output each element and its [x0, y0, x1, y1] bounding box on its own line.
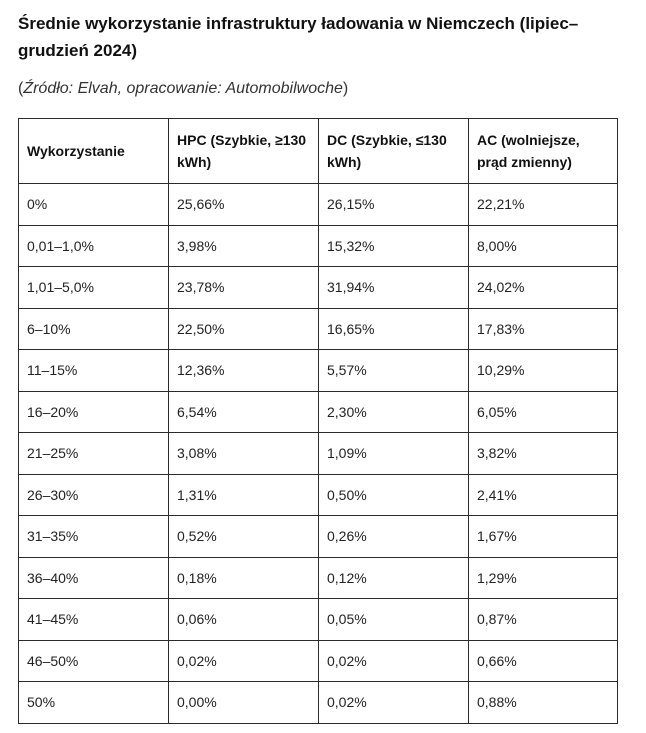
table-title: Średnie wykorzystanie infrastruktury ładowania w Niemczech (lipiec–grudzień 2024)	[18, 14, 579, 60]
cell-hpc: 12,36%	[169, 350, 319, 392]
cell-dc: 1,09%	[319, 433, 469, 475]
cell-dc: 31,94%	[319, 267, 469, 309]
cell-utilization: 50%	[19, 682, 169, 724]
cell-dc: 0,50%	[319, 474, 469, 516]
cell-hpc: 25,66%	[169, 184, 319, 226]
cell-hpc: 0,00%	[169, 682, 319, 724]
header-hpc: HPC (Szybkie, ≥130 kWh)	[169, 119, 319, 184]
table-row	[19, 599, 618, 641]
cell-dc: 0,12%	[319, 557, 469, 599]
cell-ac: 0,88%	[469, 682, 618, 724]
article-section	[0, 0, 646, 102]
cell-dc: 0,02%	[319, 640, 469, 682]
cell-hpc: 1,31%	[169, 474, 319, 516]
cell-ac: 10,29%	[469, 350, 618, 392]
cell-utilization: 11–15%	[19, 350, 169, 392]
cell-hpc: 6,54%	[169, 391, 319, 433]
cell-dc: 0,05%	[319, 599, 469, 641]
table-row	[19, 474, 618, 516]
cell-ac: 17,83%	[469, 308, 618, 350]
cell-hpc: 0,52%	[169, 516, 319, 558]
cell-ac: 1,67%	[469, 516, 618, 558]
cell-ac: 24,02%	[469, 267, 618, 309]
source-text: Źródło: Elvah, opracowanie: Automobilwoche	[23, 80, 343, 97]
cell-hpc: 0,06%	[169, 599, 319, 641]
cell-hpc: 22,50%	[169, 308, 319, 350]
cell-dc: 5,57%	[319, 350, 469, 392]
cell-ac: 2,41%	[469, 474, 618, 516]
table-row	[19, 640, 618, 682]
cell-utilization: 21–25%	[19, 433, 169, 475]
cell-ac: 0,66%	[469, 640, 618, 682]
cell-dc: 26,15%	[319, 184, 469, 226]
cell-hpc: 3,98%	[169, 225, 319, 267]
table-row	[19, 516, 618, 558]
cell-dc: 15,32%	[319, 225, 469, 267]
cell-utilization: 0,01–1,0%	[19, 225, 169, 267]
cell-hpc: 3,08%	[169, 433, 319, 475]
table-row	[19, 682, 618, 724]
cell-dc: 0,26%	[319, 516, 469, 558]
table-row	[19, 184, 618, 226]
cell-hpc: 23,78%	[169, 267, 319, 309]
cell-utilization: 0%	[19, 184, 169, 226]
cell-utilization: 16–20%	[19, 391, 169, 433]
source-note	[18, 78, 646, 102]
table-row	[19, 557, 618, 599]
cell-ac: 6,05%	[469, 391, 618, 433]
cell-dc: 0,02%	[319, 682, 469, 724]
cell-ac: 22,21%	[469, 184, 618, 226]
cell-dc: 2,30%	[319, 391, 469, 433]
cell-utilization: 36–40%	[19, 557, 169, 599]
cell-utilization: 41–45%	[19, 599, 169, 641]
header-ac: AC (wolniejsze, prąd zmienny)	[469, 119, 618, 184]
table-row	[19, 225, 618, 267]
cell-utilization: 26–30%	[19, 474, 169, 516]
cell-ac: 3,82%	[469, 433, 618, 475]
cell-hpc: 0,02%	[169, 640, 319, 682]
cell-utilization: 1,01–5,0%	[19, 267, 169, 309]
table-row	[19, 391, 618, 433]
table-row	[19, 267, 618, 309]
header-dc: DC (Szybkie, ≤130 kWh)	[319, 119, 469, 184]
cell-ac: 0,87%	[469, 599, 618, 641]
cell-ac: 8,00%	[469, 225, 618, 267]
cell-utilization: 46–50%	[19, 640, 169, 682]
source-open-paren: (	[18, 80, 24, 97]
table-row	[19, 308, 618, 350]
cell-ac: 1,29%	[469, 557, 618, 599]
cell-dc: 16,65%	[319, 308, 469, 350]
utilization-table	[18, 118, 618, 724]
table-row	[19, 433, 618, 475]
table-row	[19, 350, 618, 392]
cell-utilization: 31–35%	[19, 516, 169, 558]
source-close-paren: )	[342, 80, 349, 97]
cell-utilization: 6–10%	[19, 308, 169, 350]
cell-hpc: 0,18%	[169, 557, 319, 599]
table-header-row	[19, 119, 618, 184]
header-utilization: Wykorzystanie	[19, 119, 169, 184]
